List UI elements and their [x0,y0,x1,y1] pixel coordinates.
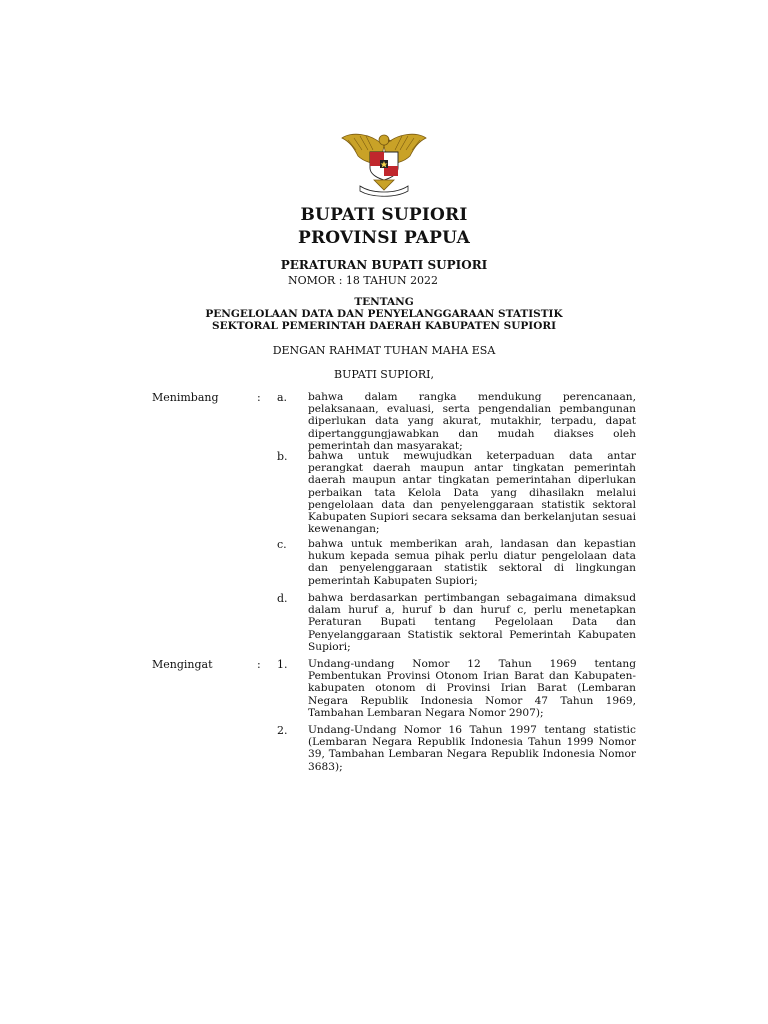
item-marker: a. [277,391,288,404]
subject-line-2: SEKTORAL PEMERINTAH DAERAH KABUPATEN SUPIORI [212,320,556,332]
item-marker: b. [277,450,288,463]
regulation-number: NOMOR : 18 TAHUN 2022 [288,274,439,287]
item-marker: 2. [277,724,288,737]
regulation-title: PERATURAN BUPATI SUPIORI [280,258,488,272]
mengingat-colon: : [257,658,261,671]
item-marker: 1. [277,658,288,671]
menimbang-item-a: bahwa dalam rangka mendukung perencanaan, pelaksanaan, evaluasi, serta pengendalian pembangunan diperlukan data yang akurat, mutakhir, terpadu, dapat dipertanggungjawabkan dan mudah diakses oleh pemerintah dan masyarakat; [308,391,636,452]
garuda-pancasila-emblem-icon [336,126,432,198]
mengingat-item-1: Undang-undang Nomor 12 Tahun 1969 tentang Pembentukan Provinsi Otonom Irian Barat dan Kabupaten-kabupaten otonom di Provinsi Irian Barat (Lembaran Negara Republik Indonesia Nomor 47 Tahun 1969, Tambahan Lembaran Negara Nomor 2907); [308,658,636,719]
menimbang-item-c: bahwa untuk memberikan arah, landasan dan kepastian hukum kepada semua pihak perlu diatur pengelolaan data dan penyelenggaraan statistik sektoral di lingkungan pemerintah Kabupaten Supiori; [308,538,636,587]
subject-line-1: PENGELOLAAN DATA DAN PENYELANGGARAAN STATISTIK [205,308,563,320]
regent-title: BUPATI SUPIORI [300,205,468,225]
item-marker: d. [277,592,288,605]
menimbang-item-b: bahwa untuk mewujudkan keterpaduan data antar perangkat daerah maupun antar tingkatan pemerintah daerah maupun antar tingkatan pemerintahan diperlukan perbaikan tata Kelola Data yang dihasilakn melalui pengelolaan data dan penyelenggaraan statistik sektoral Kabupaten Supiori secara seksama dan berkelanjutan sesuai kewenangan; [308,450,636,536]
province-title: PROVINSI PAPUA [297,228,471,248]
item-marker: c. [277,538,287,551]
menimbang-colon: : [257,391,261,404]
invocation: DENGAN RAHMAT TUHAN MAHA ESA [272,344,496,357]
authority-line: BUPATI SUPIORI, [334,368,434,381]
mengingat-item-2: Undang-Undang Nomor 16 Tahun 1997 tentang statistic (Lembaran Negara Republik Indonesia Tahun 1999 Nomor 39, Tambahan Lembaran Negara Republik Indonesia Nomor 3683); [308,724,636,773]
menimbang-item-d: bahwa berdasarkan pertimbangan sebagaimana dimaksud dalam huruf a, huruf b dan huruf c, perlu menetapkan Peraturan Bupati tentang Pegelolaan Data dan Penyelanggaraan Statistik sektoral Pemerintah Kabupaten Supiori; [308,592,636,653]
menimbang-label: Menimbang [152,391,219,404]
mengingat-label: Mengingat [152,658,213,671]
about-heading: TENTANG [354,296,414,308]
